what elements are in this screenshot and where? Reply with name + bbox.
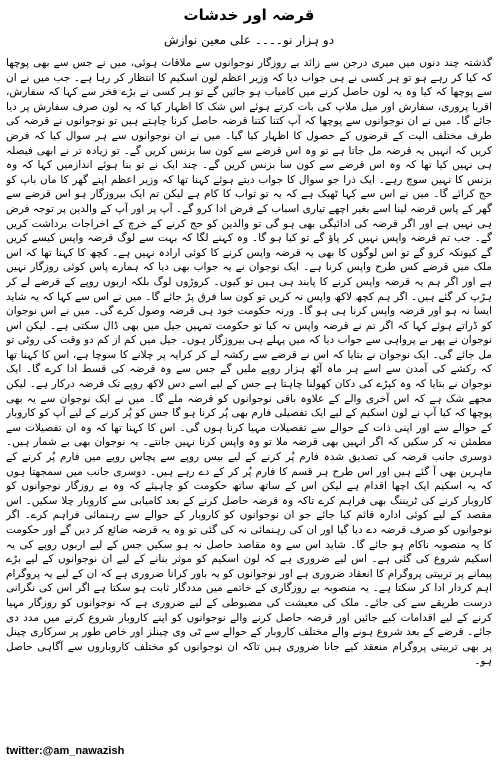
article-body: گذشتہ چند دنوں میں میری درجن سے زائد بے روزگار نوجوانوں سے ملاقات ہوئی، میں نے جس سے بھی پوچھا کہ کیا کر رہے ہو تو ہر کسی نے ہی جواب دیا کہ وزیر اعظم لون اسکیم کا انتظار کر رہا ہے۔ جب میں نے ان سے پوچھا کہ کیا وہ یہ لون حاصل کرنے میں کامیاب ہو جائیں گے تو ہر کسی نے بڑے فخر سے کہا کہ سفارش، اقربا پروری، سفارش اور میل ملاپ کی بات کرتے ہوئے اس شک کا اظہار کیا کہ یہ لون صرف سفارش پر دیا جائے گا۔ میں نے ان نوجوانوں سے پوچھا کہ آپ کتنا کتنا قرضہ حاصل کرنا چاہتے ہیں تو نوجوانوں نے قرضہ کی طرف مختلف الیت کے قرضوں کے حصول کا اظہار کیا گیا۔ میں نے ان نوجوانوں سے ہر سوال کیا کہ فرض کریں کہ انہیں یہ قرضہ مل جاتا ہے تو وہ اس قرضے سے کون سا بزنس کریں گے۔ تو زیادہ تر نے ابھی فیصلہ ہی نہیں کیا تھا کہ وہ اس قرضے سے کون سا بزنس کریں گے۔ چند ایک نے تو بنا ہوئے اندازمیں کہا کہ وہ بزنس کا نہیں سوچ رہے۔ ایک ذرا جو سوال کا جواب دیتے ہوئے کہنا تھا کہ وزیر اعظم اپنے گھر کا ماں باپ کو حج کرائے گا۔ میں نے اس سے کہا ٹھیک ہے کہ یہ تو ثواب کا کام ہے لیکن تم ایک بیروزگار ہو اس قرضے سے گھر کے پاس قرضہ لینا اسے بغیر اچھے تیاری اسباب کے فرض ادا کرو گے۔ آپ پر اور آپ کے والدین پر توجہ فرض ہی نہیں ہے اور اگر قرضہ کی ادائیگی بھی ہو گی تو والدین کو حج کرنے کے خرچ کے اخراجات برداشت کریں گے۔ جب تم قرضہ واپس نہیں کر پاؤ گے تو کیا ہو گا۔ وہ کہنے لگا کہ بہت سے لوگ قرضہ واپس کیسے کریں گے کیونکہ کرو گے تو اس لوگوں کا بھی یہ قرضہ واپس کرنے کا کوئی ارادہ نہیں ہے۔ کچھ کا کہنا تھا کہ اس ملک میں قرضے کس طرح واپس کرنا ہے۔ ایک نوجوان نے یہ جواب بھی دیا کہ ہمارے پاس کوئی روزگار نہیں ہے اور اگر ہم یہ قرضہ واپس کرنے کا پابند ہی ہیں تو کیوں۔ کروڑوں لوگ بلکہ اربوں روپے کے قرضے لے کر ہڑپ کر گئے ہیں۔ اگر ہم کچھ لاکھ واپس نہ کریں تو کون سا فرق پڑ جائے گا۔ میں نے اس سے کہا کہ یہ شاید ایسا نہ ہو اور قرضہ واپس کرنا ہی ہو گا۔ ورنہ حکومت خود ہی قرضہ وصول کرے گی۔ میں نے اس نوجوان کو ڈراتے ہوئے کہا کہ اگر تم نے قرضہ واپس نہ کیا تو حکومت تمہیں جیل میں بھی ڈال سکتی ہے۔ لیکن اس نوجوان نے پھر بے پرواہی سے جواب دیا کہ میں پہلے ہی بیروزگار ہوں۔ جیل میں کم از کم دو وقت کی روٹی تو مل جائے گی۔ ایک نوجوان نے بتایا کہ اس نے قرضے سے رکشہ لے کر کرایہ پر چلانے کا سوچا ہے، اس کا کہنا تھا کہ رکشے کی آمدن سے اسے ہر ماہ آٹھ ہزار روپے ملیں گے جس سے وہ قرضہ کی قسط ادا کرے گا۔ ایک نوجوان نے بتایا کہ وہ کپڑے کی دکان کھولنا چاہتا ہے جس کے لیے اسے دس لاکھ روپے تک قرضہ درکار ہے۔ لیکن مجھے شک ہے کہ اس آخری والے کے علاوہ باقی نوجوانوں کو قرضہ ملے گا۔ میں نے ایک نوجوان سے یہ بھی پوچھا کہ کیا آپ نے لون اسکیم کے لیے ایک تفصیلی فارم بھی پُر کرنا ہو گا جس کو پُر کرنے کے لیے آپ کو کاروبار کے حوالے سے اور اپنی ذات کے حوالے سے تفصیلات مہیا کرنا ہوں گی۔ اس کا کہنا تھا کہ وہ ان تفصیلات سے مطمئن نہ کر سکیں کہ اگر انہیں بھی قرضہ ملا تو وہ واپس کرنا نہیں جانتے۔ یہ نوجوان بھی بے شمار ہیں۔ دوسری جانب قرضہ کی تصدیق شدہ فارم پُر کرنے کے لیے بیس روپے سے پچاس روپے میں فارم پُر کرنے کے ماہرین بھی آ گئے ہیں اور اس طرح ہر قسم کا فارم پُر کر کے دے رہے ہیں۔ دوسری جانب میں سمجھتا ہوں کہ یہ اسکیم ایک اچھا اقدام ہے لیکن اس کے ساتھ ساتھ حکومت کو چاہیئے کہ وہ بے روزگار نوجوانوں کو کاروبار کرنے کی ٹریننگ بھی فراہم کرے تاکہ وہ قرضہ حاصل کرنے کے بعد کامیابی سے کاروبار چلا سکیں۔ اس مقصد کے لیے کوئی ادارہ قائم کیا جائے جو ان نوجوانوں کو کاروبار کے حوالے سے رہنمائی فراہم کرے۔ اگر نوجوانوں کو صرف قرضہ دے دیا گیا اور ان کی رہنمائی نہ کی گئی تو وہ یہ قرضہ ضائع کر دیں گے اور حکومت کا یہ منصوبہ ناکام ہو جائے گا۔ شاید اس سے وہ مقاصد حاصل نہ ہو سکیں جس کے لیے اربوں روپے کی یہ اسکیم شروع کی گئی ہے۔ اس لیے ضروری ہے کہ لون اسکیم کو موثر بنانے کے لیے ان نوجوانوں کے لیے بڑے پیمانے پر تربیتی پروگرام کا انعقاد ضروری ہے اور نوجوانوں کو یہ باور کرانا ضروری ہے کہ ان کے لیے یہ پروگرام اہم کردار ادا کر سکتا ہے۔ یہ منصوبہ بے روزگاری کے خاتمے میں مددگار ثابت ہو سکتا ہے اگر اس کی نگرانی درست طریقے سے کی جائے۔ ملک کی معیشت کی مضبوطی کے لیے ضروری ہے کہ نوجوانوں کو روزگار مہیا کرنے کے لیے اقدامات کیے جائیں اور قرضہ حاصل کرنے والے نوجوانوں کو اپنے کاروبار شروع کرنے میں مدد دی جائے۔ قرضے کے بعد شروع ہونے والے مختلف کاروبار کے حوالے سے ٹی وی چینلز اور خاص طور پر سرکاری چینل پر بھی تربیتی پروگرام منعقد کیے جانا ضروری ہیں تاکہ ان نوجوانوں کو مختلف کاروباروں سے آگاہی حاصل ہو۔ xyxy=(6,57,492,668)
article-byline: دو ہزار نو۔۔۔۔ علی معین نوازش xyxy=(163,33,335,47)
twitter-handle: twitter:@am_nawazish xyxy=(6,745,125,757)
article-title: قرضہ اور خدشات xyxy=(183,6,315,24)
